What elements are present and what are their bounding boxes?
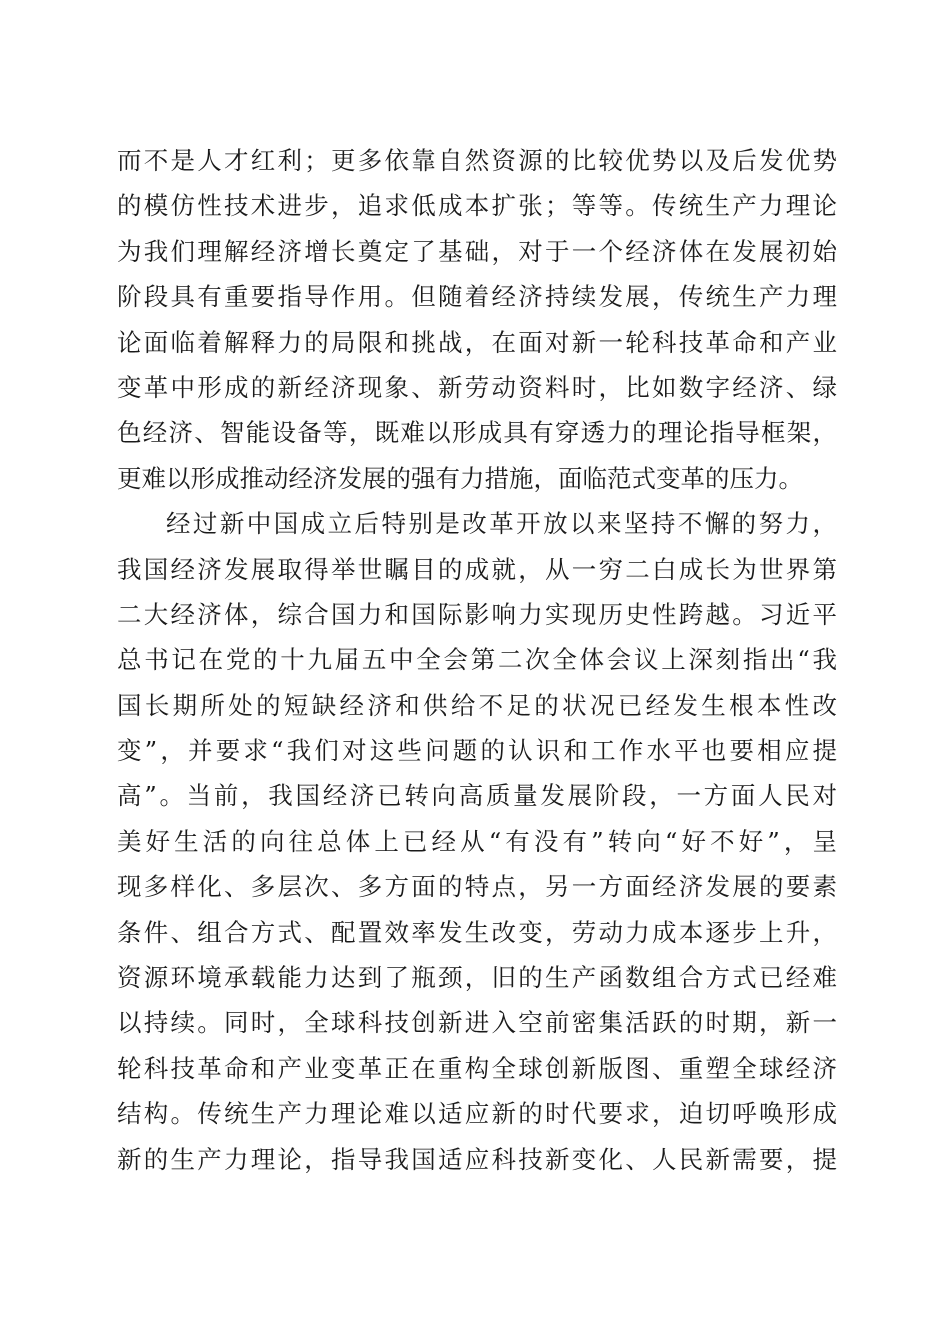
text-line: 现多样化、多层次、多方面的特点，另一方面经济发展的要素 — [117, 872, 837, 902]
text-line: 的模仿性技术进步，追求低成本扩张；等等。传统生产力理论 — [117, 191, 837, 221]
text-line: 为我们理解经济增长奠定了基础，对于一个经济体在发展初始 — [117, 236, 837, 266]
text-line: 而不是人才红利；更多依靠自然资源的比较优势以及后发优势 — [117, 146, 837, 175]
text-line: 二大经济体，综合国力和国际影响力实现历史性跨越。习近平 — [117, 599, 837, 629]
text-line: 新的生产力理论，指导我国适应科技新变化、人民新需要，提 — [117, 1144, 837, 1174]
body-text — [117, 138, 837, 1182]
text-line: 色经济、智能设备等，既难以形成具有穿透力的理论指导框架， — [117, 418, 837, 448]
text-line: 变”，并要求“我们对这些问题的认识和工作水平也要相应提 — [117, 736, 837, 766]
text-line: 结构。传统生产力理论难以适应新的时代要求，迫切呼唤形成 — [117, 1099, 837, 1129]
text-line: 阶段具有重要指导作用。但随着经济持续发展，传统生产力理 — [117, 282, 837, 312]
text-line: 更难以形成推动经济发展的强有力措施，面临范式变革的压力。 — [117, 463, 803, 493]
text-line: 高”。当前，我国经济已转向高质量发展阶段，一方面人民对 — [117, 781, 837, 811]
paragraph-first-line: 经过新中国成立后特别是改革开放以来坚持不懈的努力， — [166, 509, 837, 539]
text-line: 以持续。同时，全球科技创新进入空前密集活跃的时期，新一 — [117, 1008, 837, 1038]
text-line: 论面临着解释力的局限和挑战，在面对新一轮科技革命和产业 — [117, 327, 837, 357]
text-line: 资源环境承载能力达到了瓶颈，旧的生产函数组合方式已经难 — [117, 963, 837, 993]
text-line: 总书记在党的十九届五中全会第二次全体会议上深刻指出“我 — [117, 645, 837, 675]
text-line: 国长期所处的短缺经济和供给不足的状况已经发生根本性改 — [117, 690, 837, 720]
text-line: 条件、组合方式、配置效率发生改变，劳动力成本逐步上升， — [117, 917, 837, 947]
text-line: 变革中形成的新经济现象、新劳动资料时，比如数字经济、绿 — [117, 372, 837, 402]
text-line: 轮科技革命和产业变革正在重构全球创新版图、重塑全球经济 — [117, 1053, 837, 1083]
text-line: 我国经济发展取得举世瞩目的成就，从一穷二白成长为世界第 — [117, 554, 837, 584]
text-line: 美好生活的向往总体上已经从“有没有”转向“好不好”，呈 — [117, 826, 837, 856]
